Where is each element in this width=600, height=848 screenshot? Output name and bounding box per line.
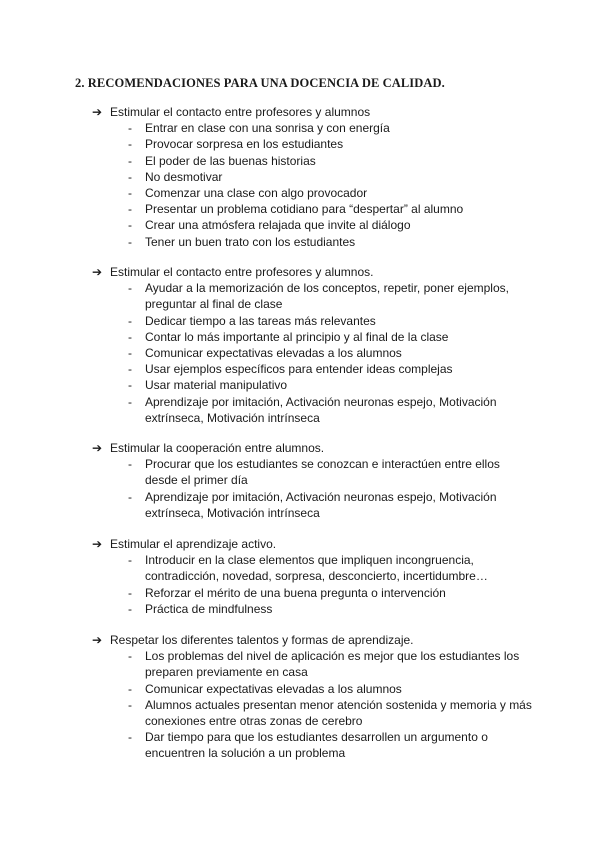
list-item — [92, 217, 532, 233]
section-title-text: Respetar los diferentes talentos y formas de aprendizaje. — [110, 633, 414, 647]
dash-bullet: - — [128, 378, 132, 393]
list-item — [92, 280, 532, 312]
dash-bullet: - — [128, 346, 132, 361]
dash-bullet: - — [128, 649, 132, 664]
list-item — [92, 377, 532, 393]
dash-bullet: - — [128, 601, 132, 616]
list-item — [92, 153, 532, 169]
list-item-text: No desmotivar — [145, 169, 223, 184]
list-item-text: Provocar sorpresa en los estudiantes — [145, 137, 344, 152]
dash-bullet: - — [128, 697, 132, 712]
list-item — [92, 394, 532, 426]
section-title — [92, 440, 532, 456]
dash-bullet: - — [128, 585, 132, 600]
dash-bullet: - — [128, 234, 132, 249]
list-item — [92, 552, 532, 584]
dash-bullet: - — [128, 218, 132, 233]
list-item — [92, 361, 532, 377]
section-title — [92, 104, 532, 120]
list-item-text: Entrar en clase con una sonrisa y con energía — [145, 121, 390, 136]
item-list — [92, 648, 532, 761]
list-item-text: Comenzar una clase con algo provocador — [145, 186, 368, 201]
list-item — [92, 489, 532, 521]
list-item-text: Dedicar tiempo a las tareas más relevantes — [145, 313, 376, 328]
item-list — [92, 552, 532, 617]
section-title — [92, 264, 532, 280]
arrow-icon: ➔ — [92, 441, 103, 455]
list-item-text: Crear una atmósfera relajada que invite al diálogo — [145, 218, 411, 233]
dash-bullet: - — [128, 281, 132, 296]
list-item — [92, 169, 532, 185]
list-item-text: Introducir en la clase elementos que impliquen incongruencia, contradicción, novedad, sorpresa, desconcierto, incertidumbre… — [145, 553, 488, 584]
list-item — [92, 201, 532, 217]
section-title-text: Estimular el aprendizaje activo. — [110, 537, 277, 551]
dash-bullet: - — [128, 681, 132, 696]
section-title — [92, 536, 532, 552]
section-title — [92, 632, 532, 648]
dash-bullet: - — [128, 329, 132, 344]
section-contacto-1 — [92, 104, 532, 250]
list-item — [92, 120, 532, 136]
list-item-text: Presentar un problema cotidiano para “despertar” al alumno — [145, 202, 464, 217]
dash-bullet: - — [128, 121, 132, 136]
list-item-text: Contar lo más importante al principio y al final de la clase — [145, 329, 449, 344]
list-item-text: Comunicar expectativas elevadas a los alumnos — [145, 681, 402, 696]
list-item — [92, 345, 532, 361]
arrow-icon: ➔ — [92, 537, 103, 551]
list-item — [92, 681, 532, 697]
section-contacto-2 — [92, 264, 532, 426]
dash-bullet: - — [128, 169, 132, 184]
dash-bullet: - — [128, 153, 132, 168]
list-item-text: Los problemas del nivel de aplicación es mejor que los estudiantes los preparen previamente en casa — [145, 649, 520, 680]
section-title-text: Estimular el contacto entre profesores y alumnos — [110, 105, 371, 119]
list-item — [92, 185, 532, 201]
list-item-text: Alumnos actuales presentan menor atención sostenida y memoria y más conexiones entre otras zonas de cerebro — [145, 697, 532, 729]
list-item — [92, 234, 532, 250]
list-item-text: Comunicar expectativas elevadas a los alumnos — [145, 346, 402, 361]
dash-bullet: - — [128, 457, 132, 472]
list-item — [92, 313, 532, 329]
dash-bullet: - — [128, 202, 132, 217]
dash-bullet: - — [128, 394, 132, 409]
list-item — [92, 601, 532, 617]
list-item — [92, 329, 532, 345]
section-cooperacion — [92, 440, 532, 521]
list-item-text: Tener un buen trato con los estudiantes — [145, 234, 356, 249]
item-list — [92, 120, 532, 250]
arrow-icon: ➔ — [92, 105, 103, 119]
list-item-text: Usar material manipulativo — [145, 378, 288, 393]
list-item-text: El poder de las buenas historias — [145, 153, 316, 168]
dash-bullet: - — [128, 362, 132, 377]
list-item — [92, 585, 532, 601]
dash-bullet: - — [128, 313, 132, 328]
list-item-text: Dar tiempo para que los estudiantes desarrollen un argumento o encuentren la solución a un problema — [145, 730, 488, 761]
list-item-text: Reforzar el mérito de una buena pregunta o intervención — [145, 585, 446, 600]
dash-bullet: - — [128, 730, 132, 745]
section-title-text: Estimular el contacto entre profesores y alumnos. — [110, 265, 374, 279]
arrow-icon: ➔ — [92, 265, 103, 279]
list-item-text: Aprendizaje por imitación, Activación neuronas espejo, Motivación extrínseca, Motivación intrínseca — [145, 489, 497, 520]
list-item — [92, 136, 532, 152]
dash-bullet: - — [128, 186, 132, 201]
section-heading: 2. RECOMENDACIONES PARA UNA DOCENCIA DE CALIDAD. — [75, 76, 445, 90]
item-list — [92, 456, 532, 521]
section-title-text: Estimular la cooperación entre alumnos. — [110, 441, 325, 455]
dash-bullet: - — [128, 489, 132, 504]
list-item-text: Aprendizaje por imitación, Activación neuronas espejo, Motivación extrínseca, Motivación intrínseca — [145, 394, 497, 425]
list-item-text: Práctica de mindfulness — [145, 601, 273, 616]
dash-bullet: - — [128, 137, 132, 152]
arrow-icon: ➔ — [92, 633, 103, 647]
list-item-text: Ayudar a la memorización de los conceptos, repetir, poner ejemplos, preguntar al final de clase — [145, 281, 509, 312]
item-list — [92, 280, 532, 426]
list-item — [92, 729, 532, 761]
section-aprendizaje-activo — [92, 536, 532, 617]
list-item-text: Procurar que los estudiantes se conozcan e interactúen entre ellos desde el primer día — [145, 457, 500, 488]
list-item — [92, 648, 532, 680]
section-talentos — [92, 632, 532, 762]
list-item — [92, 456, 532, 488]
list-item — [92, 697, 532, 729]
dash-bullet: - — [128, 553, 132, 568]
list-item-text: Usar ejemplos específicos para entender ideas complejas — [145, 362, 453, 377]
